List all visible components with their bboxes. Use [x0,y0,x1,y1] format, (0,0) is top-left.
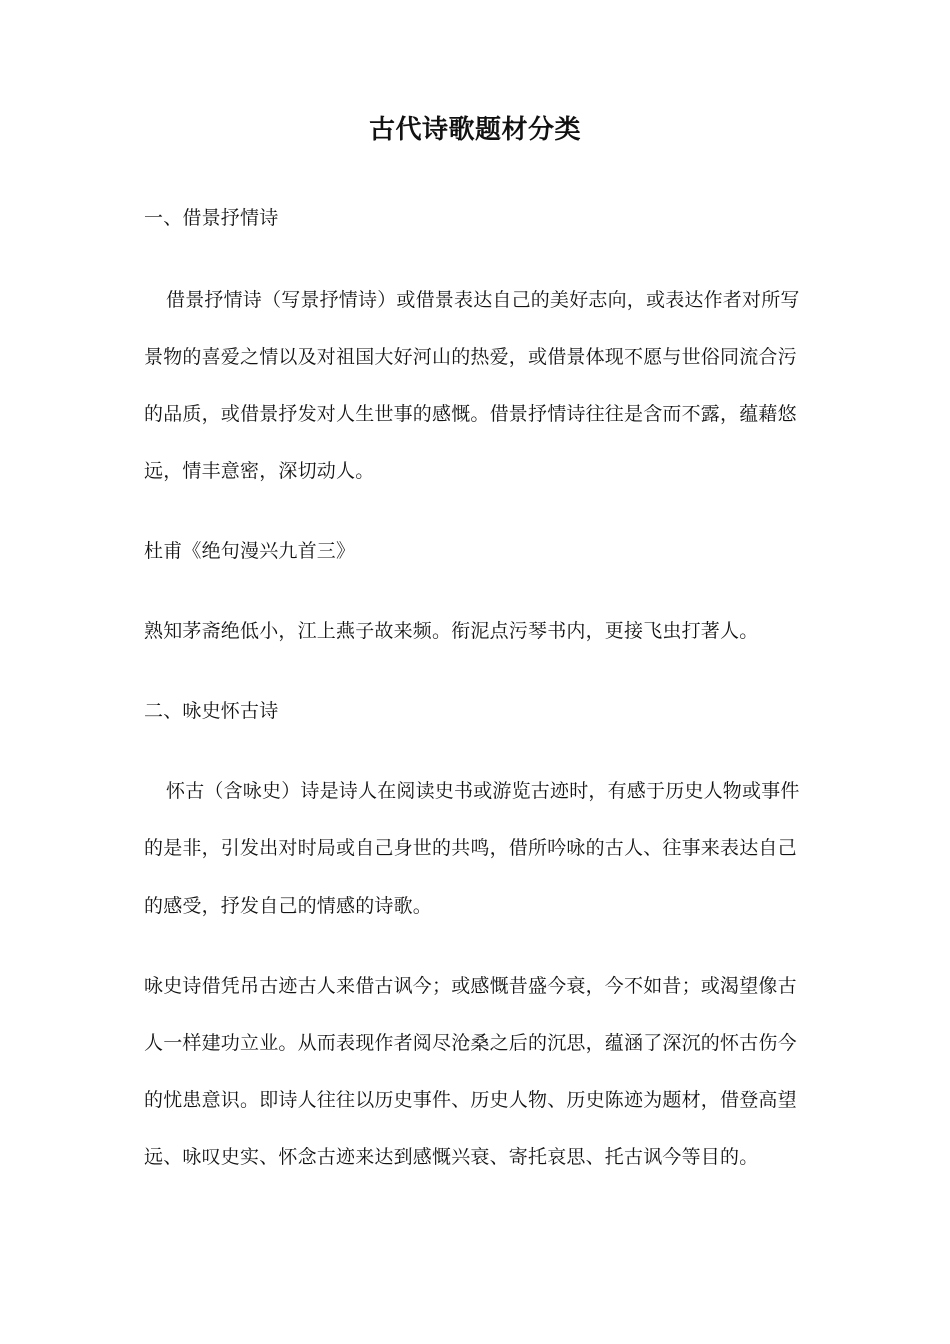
paragraph-line: 的感受，抒发自己的情感的诗歌。 [144,895,433,917]
paragraph-line: 借景抒情诗（写景抒情诗）或借景表达自己的美好志向，或表达作者对所写 [166,289,800,311]
paragraph-line: 的品质，或借景抒发对人生世事的感慨。借景抒情诗往往是含而不露，蕴藉悠 [144,403,797,425]
paragraph-line: 的是非，引发出对时局或自己身世的共鸣，借所吟咏的古人、往事来表达自己 [144,837,797,859]
section-heading-2: 二、咏史怀古诗 [144,700,279,722]
section-heading-1: 一、借景抒情诗 [144,207,279,229]
paragraph-line: 人一样建功立业。从而表现作者阅尽沧桑之后的沉思，蕴涵了深沉的怀古伤今 [144,1032,797,1054]
poem-title: 杜甫《绝句漫兴九首三》 [144,540,356,562]
paragraph-line: 景物的喜爱之情以及对祖国大好河山的热爱，或借景体现不愿与世俗同流合污 [144,346,797,368]
paragraph-line: 怀古（含咏史）诗是诗人在阅读史书或游览古迹时，有感于历史人物或事件 [166,780,800,802]
paragraph-line: 咏史诗借凭吊古迹古人来借古讽今；或感慨昔盛今衰，今不如昔；或渴望像古 [144,975,797,997]
document-title: 古代诗歌题材分类 [368,115,581,145]
poem-text: 熟知茅斋绝低小，江上燕子故来频。衔泥点污琴书内，更接飞虫打著人。 [144,620,759,642]
paragraph-line: 的忧患意识。即诗人往往以历史事件、历史人物、历史陈迹为题材，借登高望 [144,1089,797,1111]
paragraph-line: 远，情丰意密，深切动人。 [144,460,375,482]
paragraph-line: 远、咏叹史实、怀念古迹来达到感慨兴衰、寄托哀思、托古讽今等目的。 [144,1146,759,1168]
